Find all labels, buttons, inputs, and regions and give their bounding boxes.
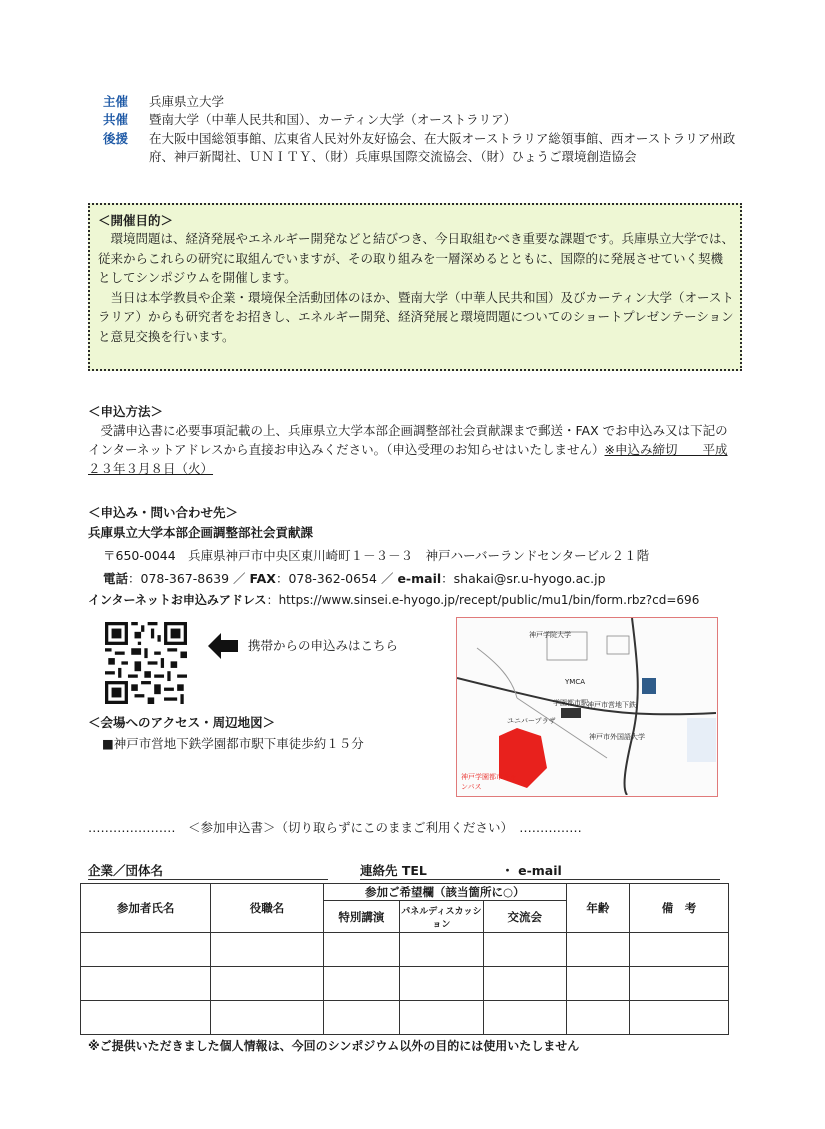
tel-label: 電話 [103, 571, 129, 586]
contact-field[interactable] [360, 861, 720, 880]
map-label-univ: 神戸学院大学 [529, 631, 571, 639]
fax-value: ：078-362-0654 ／ [275, 571, 398, 586]
contact-org: 兵庫県立大学本部企画調整部社会貢献課 [88, 525, 314, 540]
col-position: 役職名 [211, 884, 324, 933]
purpose-text [98, 229, 734, 346]
co-organizer-value: 暨南大学（中華人民共和国）、カーティン大学（オーストラリア） [149, 112, 517, 127]
organizer-value: 兵庫県立大学 [149, 94, 225, 109]
tel-value: ：078-367-8639 ／ [128, 571, 250, 586]
sponsor-key: 後援 [103, 131, 129, 146]
application-table [80, 883, 729, 1035]
col-panel: パネルディスカッション [399, 901, 483, 933]
co-organizer-key: 共催 [103, 112, 129, 127]
col-remarks: 備 考 [630, 884, 729, 933]
map-label-plaza: ユニバープラザ [507, 717, 556, 725]
contact-address: 〒650-0044 兵庫県神戸市中央区東川崎町１－３－３ 神戸ハーバーランドセンタービル２１階 [103, 548, 650, 563]
col-special: 特別講演 [323, 901, 399, 933]
access-text: ■神戸市営地下鉄学園都市駅下車徒歩約１５分 [102, 736, 364, 751]
contact-label: 連絡先 TEL [360, 863, 427, 878]
form-header: ………………… ＜参加申込書＞（切り取らずにこのままご利用ください） …………… [88, 820, 582, 835]
apply-method-title: ＜申込方法＞ [88, 404, 164, 419]
contact-email-label: ・ e-mail [501, 863, 562, 878]
contact-phone-line [103, 569, 606, 588]
organizer-key: 主催 [103, 94, 129, 109]
col-name: 参加者氏名 [81, 884, 211, 933]
map-label-ymca: YMCA [565, 678, 585, 686]
access-title: ＜会場へのアクセス・周辺地図＞ [88, 715, 276, 730]
col-social: 交流会 [483, 901, 566, 933]
map-label-foreign-univ: 神戸市外国語大学 [589, 733, 645, 741]
purpose-box [88, 203, 742, 371]
apply-method-body: 受講申込書に必要事項記載の上、兵庫県立大学本部企画調整部社会貢献課まで郵送・FAX でお申込み又は下記のインターネットアドレスから直接お申込みください。（申込受理のお知らせはいたしません） [88, 423, 728, 457]
email-label: e-mail [397, 571, 442, 586]
email-value[interactable]: ：shakai@sr.u-hyogo.ac.jp [441, 571, 606, 586]
mobile-note: 携帯からの申込みはこちら [248, 638, 399, 653]
privacy-note: ※ご提供いただきました個人情報は、今回のシンポジウム以外の目的には使用いたしません [88, 1039, 580, 1053]
venue-map[interactable] [456, 617, 718, 797]
contact-title: ＜申込み・問い合わせ先＞ [88, 505, 239, 520]
sponsor-value: 在大阪中国総領事館、広東省人民対外友好協会、在大阪オーストラリア総領事館、西オーストラリア州政府、神戸新聞社、ＵＮＩＴＹ、（財）兵庫県国際交流協会、（財）ひょうご環境創造協会 [149, 131, 736, 164]
apply-deadline: ※申込み締切 平成２３年３月８日（火） [88, 442, 728, 476]
apply-method-text [88, 421, 736, 478]
table-row[interactable] [81, 933, 729, 967]
table-row[interactable] [81, 967, 729, 1001]
arrow-left-icon [208, 633, 238, 659]
table-row[interactable] [81, 1001, 729, 1035]
map-label-station: 学園都市駅 [553, 699, 588, 707]
map-label-venue: 神戸学園都市キャンパス [461, 773, 517, 791]
fax-label: FAX [249, 571, 276, 586]
qr-code[interactable] [105, 622, 187, 704]
purpose-paragraph: 環境問題は、経済発展やエネルギー開発などと結びつき、今日取組むべき重要な課題です。兵庫県立大学では、従来からこれらの研究に取組んでいますが、その取り組みを一層深めるとともに、国際的に発展させていく契機としてシンポジウムを開催します。 [98, 231, 735, 285]
purpose-paragraph: 当日は本学教員や企業・環境保全活動団体のほか、暨南大学（中華人民共和国）及びカーティン大学（オーストラリア）からも研究者をお招きし、エネルギー開発、経済発展と環境問題についてのショートプレゼンテーションと意見交換を行います。 [98, 289, 734, 344]
col-age: 年齢 [566, 884, 629, 933]
purpose-title: ＜開催目的＞ [98, 213, 174, 228]
col-wish: 参加ご希望欄（該当箇所に○） [323, 884, 566, 901]
company-label: 企業／団体名 [88, 861, 328, 880]
internet-line [88, 591, 699, 610]
internet-url[interactable]: ：https://www.sinsei.e-hyogo.jp/recept/public/mu1/bin/form.rbz?cd=696 [266, 593, 700, 607]
map-label-subway: 神戸市営地下鉄 [587, 701, 636, 709]
internet-label: インターネットお申込みアドレス [88, 593, 267, 607]
